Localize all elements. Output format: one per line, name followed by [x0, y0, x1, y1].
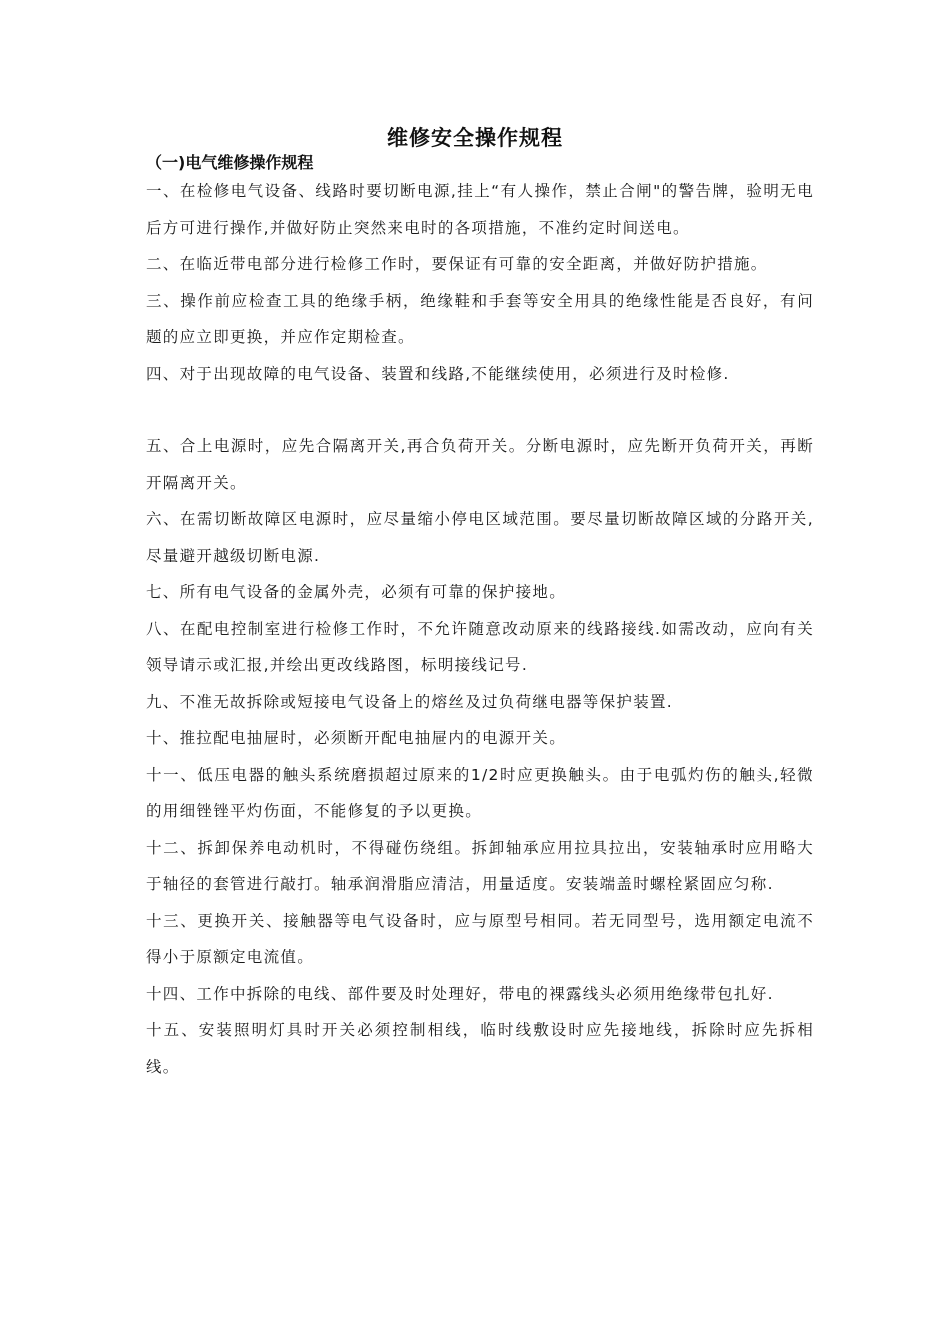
rule-paragraph-1: 一、在检修电气设备、线路时要切断电源,挂上“有人操作，禁止合闸"的警告牌，验明无电后方可进行操作,并做好防止突然来电时的各项措施，不准约定时间送电。 [146, 182, 814, 237]
rule-paragraph-2: 二、在临近带电部分进行检修工作时，要保证有可靠的安全距离，并做好防护措施。 [146, 255, 768, 273]
rule-paragraph-9: 九、不准无故拆除或短接电气设备上的熔丝及过负荷继电器等保护装置. [146, 692, 674, 711]
rule-paragraph-10: 十、推拉配电抽屉时，必须断开配电抽屉内的电源开关。 [146, 729, 567, 747]
rule-paragraph-4: 四、对于出现故障的电气设备、装置和线路,不能继续使用，必须进行及时检修. [146, 364, 730, 383]
document-body [146, 173, 814, 1085]
rule-paragraph-6: 六、在需切断故障区电源时，应尽量缩小停电区域范围。要尽量切断故障区域的分路开关,尽量避开越级切断电源. [146, 510, 814, 565]
rule-paragraph-8: 八、在配电控制室进行检修工作时，不允许随意改动原来的线路接线.如需改动，应向有关领导请示或汇报,并绘出更改线路图，标明接线记号. [146, 619, 814, 674]
rule-paragraph-12: 十二、拆卸保养电动机时，不得碰伤绕组。拆卸轴承应用拉具拉出，安装轴承时应用略大于轴径的套管进行敲打。轴承润滑脂应清洁，用量适度。安装端盖时螺栓紧固应匀称. [146, 838, 814, 893]
rule-paragraph-13: 十三、更换开关、接触器等电气设备时，应与原型号相同。若无同型号，选用额定电流不得小于原额定电流值。 [146, 911, 814, 966]
rule-paragraph-3: 三、操作前应检查工具的绝缘手柄，绝缘鞋和手套等安全用具的绝缘性能是否良好，有问题的应立即更换，并应作定期检查。 [146, 291, 814, 346]
rule-paragraph-11: 十一、低压电器的触头系统磨损超过原来的1/2时应更换触头。由于电弧灼伤的触头,轻微的用细锉锉平灼伤面，不能修复的予以更换。 [146, 765, 814, 820]
document-title: 维修安全操作规程 [387, 126, 563, 150]
rule-paragraph-15: 十五、安装照明灯具时开关必须控制相线，临时线敷设时应先接地线，拆除时应先拆相线。 [146, 1021, 814, 1076]
rule-paragraph-5: 五、合上电源时，应先合隔离开关,再合负荷开关。分断电源时，应先断开负荷开关，再断开隔离开关。 [146, 437, 814, 492]
rule-paragraph-7: 七、所有电气设备的金属外壳，必须有可靠的保护接地。 [146, 583, 567, 601]
section-heading: （一)电气维修操作规程 [146, 153, 314, 172]
rule-paragraph-14: 十四、工作中拆除的电线、部件要及时处理好，带电的裸露线头必须用绝缘带包扎好. [146, 984, 774, 1003]
